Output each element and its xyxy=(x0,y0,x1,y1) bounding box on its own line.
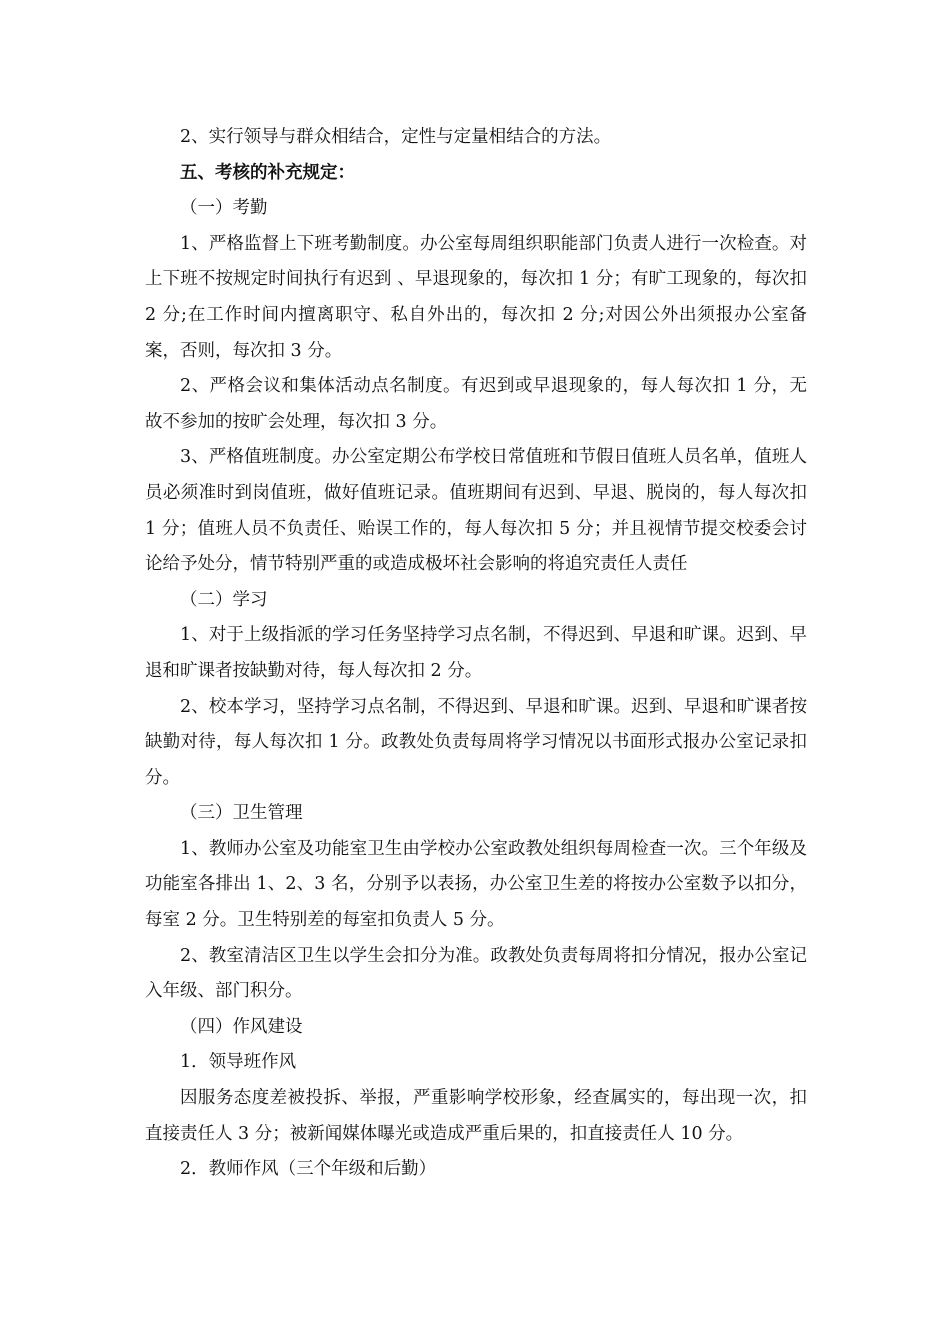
paragraph-study-1: 1、对于上级指派的学习任务坚持学习点名制，不得迟到、早退和旷课。迟到、早退和旷课者按缺勤对待，每人每次扣 2 分。 xyxy=(145,625,807,681)
subheading-conduct: （四）作风建设 xyxy=(180,1016,303,1037)
paragraph-conduct-leadership-title: 1．领导班作风 xyxy=(180,1052,297,1073)
paragraph-hygiene-2: 2、教室清洁区卫生以学生会扣分为准。政教处负责每周将扣分情况，报办公室记入年级、部门积分。 xyxy=(145,945,807,1002)
paragraph-hygiene-1: 1、教师办公室及功能室卫生由学校办公室政教处组织每周检查一次。三个年级及功能室各排出 1、2、3 名，分别予以表扬，办公室卫生差的将按办公室数予以扣分，每室 2 分。卫生特别差的每室扣负责人 5 分。 xyxy=(145,838,807,931)
paragraph-attendance-2: 2、严格会议和集体活动点名制度。有迟到或早退现象的，每人每次扣 1 分，无故不参加的按旷会处理，每次扣 3 分。 xyxy=(145,376,807,432)
paragraph-conduct-teachers-title: 2．教师作风（三个年级和后勤） xyxy=(180,1159,437,1180)
paragraph-attendance-1: 1、严格监督上下班考勤制度。办公室每周组织职能部门负责人进行一次检查。对上下班不按规定时间执行有迟到 、早退现象的，每次扣 1 分；有旷工现象的，每次扣 2 分;在工作时间内擅离职守、私自外出的，每次扣 2 分;对因公外出须报办公室备案，否则，每次扣 3 分。 xyxy=(145,233,807,361)
paragraph-study-2: 2、校本学习，坚持学习点名制，不得迟到、早退和旷课。迟到、早退和旷课者按缺勤对待，每人每次扣 1 分。政教处负责每周将学习情况以书面形式报办公室记录扣分。 xyxy=(145,696,807,788)
paragraph-attendance-3: 3、严格值班制度。办公室定期公布学校日常值班和节假日值班人员名单，值班人员必须准时到岗值班，做好值班记录。值班期间有迟到、早退、脱岗的，每人每次扣 1 分；值班人员不负责任、贻误工作的，每人每次扣 5 分；并且视情节提交校委会讨论给予处分，情节特别严重的或造成极坏社会影响的将追究责任人责任 xyxy=(145,447,807,575)
section-heading-supplementary-rules: 五、考核的补充规定： xyxy=(180,162,355,183)
paragraph-conduct-leadership: 因服务态度差被投拆、举报，严重影响学校形象，经查属实的，每出现一次，扣直接责任人 3 分；被新闻媒体曝光或造成严重后果的，扣直接责任人 10 分。 xyxy=(145,1088,807,1144)
document-body xyxy=(145,120,807,1188)
paragraph-method: 2、实行领导与群众相结合，定性与定量相结合的方法。 xyxy=(180,127,612,147)
subheading-study: （二）学习 xyxy=(180,589,268,610)
subheading-hygiene: （三）卫生管理 xyxy=(180,803,303,824)
subheading-attendance: （一）考勤 xyxy=(180,198,268,219)
